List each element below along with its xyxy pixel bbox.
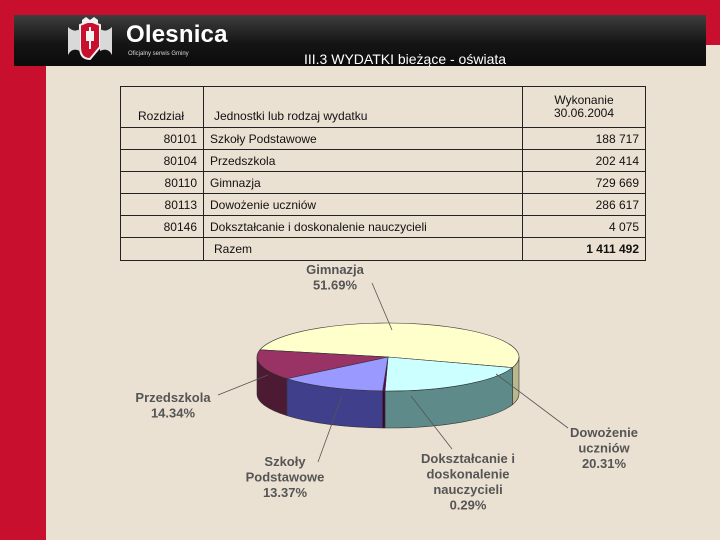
row-name: Dokształcanie i doskonalenie nauczycieli (204, 216, 523, 238)
pie-label-line: 20.31% (581, 456, 627, 471)
row-value: 729 669 (523, 172, 646, 194)
row-value: 4 075 (523, 216, 646, 238)
pie-slice-label (421, 451, 515, 513)
logo-subtitle: Oficjalny serwis Gminy (128, 51, 189, 57)
header-code: Rozdział (121, 87, 204, 128)
pie-label-line: Dowożenie (570, 425, 638, 440)
row-name: Szkoły Podstawowe (204, 128, 523, 150)
pie-slice-side (383, 391, 385, 428)
row-name: Dowożenie uczniów (204, 194, 523, 216)
total-label: Razem (204, 238, 523, 261)
logo-wordmark: Olesnica (126, 21, 228, 48)
pie-label-line: nauczycieli (433, 482, 503, 497)
row-code: 80146 (121, 216, 204, 238)
pie-slice-label (246, 454, 325, 500)
row-value: 188 717 (523, 128, 646, 150)
row-name: Przedszkola (204, 150, 523, 172)
pie-label-line: Podstawowe (245, 469, 325, 485)
pie-label-line: Dokształcanie i (421, 451, 515, 466)
pie-label-line: uczniów (578, 440, 630, 456)
pie-label-line: Szkoły (264, 454, 306, 469)
row-name: Gimnazja (204, 172, 523, 194)
page-title: III.3 WYDATKI bieżące - oświata (304, 51, 507, 67)
pie-slice-label (135, 390, 211, 421)
row-code: 80110 (121, 172, 204, 194)
pie-slice-label (306, 262, 365, 293)
row-code: 80104 (121, 150, 204, 172)
header-value-line2: 30.06.2004 (553, 106, 615, 120)
pie-slice-label (570, 425, 638, 471)
pie-label-line: 14.34% (150, 405, 196, 421)
row-code: 80101 (121, 128, 204, 150)
header-value-line1: Wykonanie (554, 93, 614, 107)
row-value: 202 414 (523, 150, 646, 172)
pie-label-line: Przedszkola (135, 390, 211, 405)
row-code: 80113 (121, 194, 204, 216)
pie-label-line: Gimnazja (306, 262, 364, 277)
header-name: Jednostki lub rodzaj wydatku (204, 87, 523, 128)
pie-label-line: doskonalenie (426, 466, 510, 482)
pie-label-line: 13.37% (262, 485, 308, 500)
total-value: 1 411 492 (523, 238, 646, 261)
pie-label-line: 0.29% (449, 497, 487, 513)
row-value: 286 617 (523, 194, 646, 216)
pie-label-line: 51.69% (312, 277, 358, 293)
